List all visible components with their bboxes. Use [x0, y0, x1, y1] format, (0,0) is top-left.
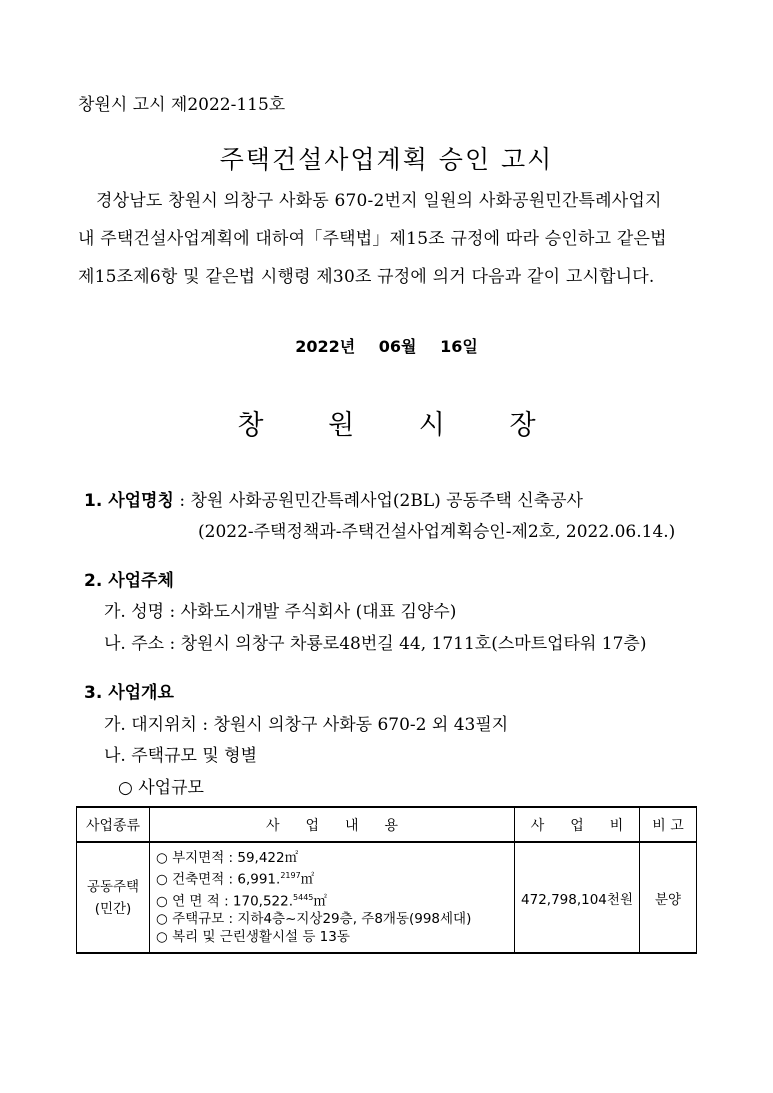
signer-char: 장 [509, 410, 536, 441]
section-1 [84, 486, 583, 511]
cell-type: 공동주택 (민간) [77, 842, 150, 953]
section-3-scale: 나. 주택규모 및 형별 [104, 746, 257, 766]
signer-char: 창 [237, 410, 264, 441]
section-1-heading: 1. 사업명칭 [84, 491, 174, 511]
section-2-name: 가. 성명 : 사화도시개발 주식회사 (대표 김양수) [104, 602, 457, 622]
signer-char: 원 [328, 410, 355, 441]
date-month: 06월 [378, 337, 417, 356]
body-line-2: 내 주택건설사업계획에 대하여「주택법」제15조 규정에 따라 승인하고 같은법 [78, 229, 667, 249]
project-table [76, 806, 697, 954]
site-area: ○ 부지면적 : 59,422㎡ [156, 850, 299, 866]
notice-date [0, 334, 773, 357]
notice-number: 창원시 고시 제2022-115호 [78, 95, 286, 115]
floor-area: ○ 연 면 적 : 170,522.$^{5445}$㎡ [156, 892, 327, 909]
signer-char: 시 [418, 410, 445, 441]
body-line-3: 제15조제6항 및 같은법 시행령 제30조 규정에 의거 다음과 같이 고시합니다. [78, 267, 655, 287]
page-title: 주택건설사업계획 승인 고시 [219, 145, 554, 174]
table-row [77, 842, 697, 953]
housing-scale: ○ 주택규모 : 지하4층~지상29층, 주8개동(998세대) [156, 911, 472, 927]
section-1-value: : 창원 사화공원민간특례사업(2BL) 공동주택 신축공사 [179, 491, 583, 511]
body-line-1: 경상남도 창원시 의창구 사화동 670-2번지 일원의 사화공원민간특례사업지 [96, 191, 662, 211]
date-day: 16일 [440, 337, 478, 356]
section-3-site: 가. 대지위치 : 창원시 의창구 사화동 670-2 외 43필지 [104, 715, 509, 735]
header-cost: 사 업 비 [515, 807, 640, 842]
section-2-heading: 2. 사업주체 [84, 571, 174, 591]
building-area: ○ 건축면적 : 6,991.$^{2197}$㎡ [156, 871, 315, 888]
facilities: ○ 복리 및 근린생활시설 등 13동 [156, 929, 350, 945]
cell-cost: 472,798,104천원 [515, 842, 640, 953]
table-header-row [77, 807, 697, 842]
section-3-heading: 3. 사업개요 [84, 683, 174, 703]
header-note: 비 고 [640, 807, 697, 842]
cell-note: 분양 [640, 842, 697, 953]
section-2-address: 나. 주소 : 창원시 의창구 차룡로48번길 44, 1711호(스마트업타워 17층) [104, 634, 647, 654]
section-3-sub: ○ 사업규모 [118, 778, 204, 798]
date-year: 2022년 [295, 337, 356, 356]
section-1-reference: (2022-주택정책과-주택건설사업계획승인-제2호, 2022.06.14.) [198, 522, 676, 542]
cell-content [150, 842, 515, 953]
signer [0, 403, 773, 442]
header-type: 사업종류 [77, 807, 150, 842]
header-content: 사 업 내 용 [150, 807, 515, 842]
